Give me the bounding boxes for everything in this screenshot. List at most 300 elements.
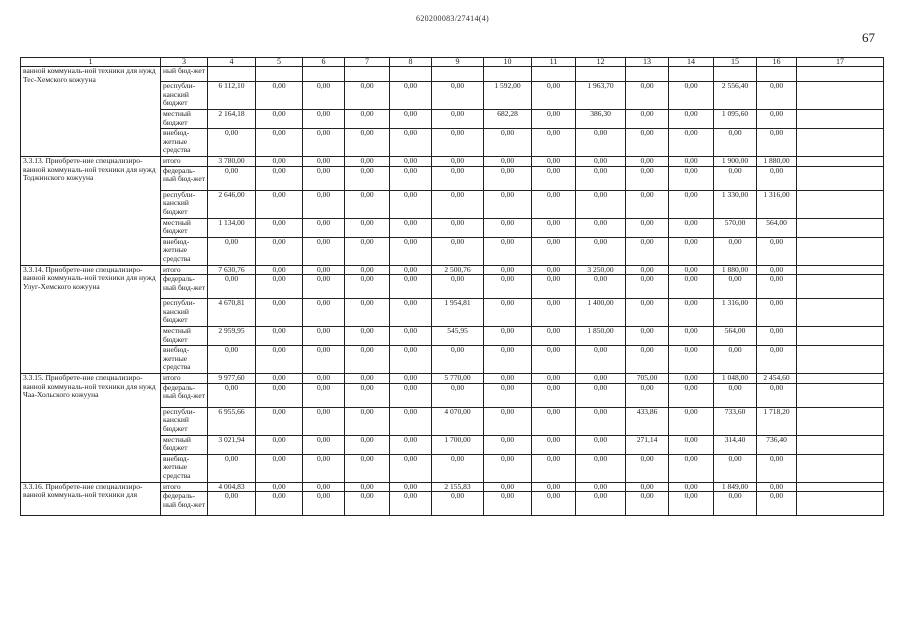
value-cell: 0,00 xyxy=(626,327,669,346)
value-cell: 0,00 xyxy=(345,407,390,435)
value-cell: 0,00 xyxy=(432,346,484,374)
value-cell: 0,00 xyxy=(256,383,303,407)
empty-cell xyxy=(797,157,884,167)
table-row xyxy=(21,67,884,82)
value-cell: 0,00 xyxy=(345,374,390,384)
value-cell: 0,00 xyxy=(303,492,345,516)
value-cell xyxy=(208,67,256,82)
value-cell: 0,00 xyxy=(432,237,484,265)
empty-cell xyxy=(797,299,884,327)
value-cell: 0,00 xyxy=(669,275,714,299)
value-cell: 0,00 xyxy=(532,129,576,157)
value-cell: 0,00 xyxy=(626,346,669,374)
value-cell: 0,00 xyxy=(576,237,626,265)
value-cell: 0,00 xyxy=(256,407,303,435)
value-cell: 0,00 xyxy=(390,407,432,435)
value-cell: 0,00 xyxy=(576,190,626,218)
funding-source: внебюд-жетные средства xyxy=(161,237,208,265)
table-row xyxy=(21,374,884,384)
value-cell: 0,00 xyxy=(345,454,390,482)
column-header: 9 xyxy=(432,58,484,67)
value-cell: 0,00 xyxy=(303,129,345,157)
value-cell: 0,00 xyxy=(345,190,390,218)
value-cell xyxy=(714,67,757,82)
column-header: 6 xyxy=(303,58,345,67)
value-cell: 1 849,00 xyxy=(714,482,757,492)
value-cell: 0,00 xyxy=(208,129,256,157)
value-cell: 0,00 xyxy=(669,383,714,407)
value-cell: 0,00 xyxy=(626,275,669,299)
value-cell: 0,00 xyxy=(669,327,714,346)
value-cell: 0,00 xyxy=(345,327,390,346)
value-cell: 0,00 xyxy=(256,346,303,374)
value-cell: 545,95 xyxy=(432,327,484,346)
value-cell: 0,00 xyxy=(208,166,256,190)
value-cell: 0,00 xyxy=(390,454,432,482)
column-header: 8 xyxy=(390,58,432,67)
value-cell: 0,00 xyxy=(532,327,576,346)
funding-source: местный бюджет xyxy=(161,435,208,454)
value-cell: 0,00 xyxy=(484,265,532,275)
value-cell: 0,00 xyxy=(303,299,345,327)
value-cell: 0,00 xyxy=(626,492,669,516)
value-cell: 0,00 xyxy=(532,275,576,299)
value-cell: 0,00 xyxy=(576,374,626,384)
value-cell: 0,00 xyxy=(256,299,303,327)
value-cell: 1 134,00 xyxy=(208,218,256,237)
value-cell: 0,00 xyxy=(484,327,532,346)
value-cell: 0,00 xyxy=(626,454,669,482)
funding-source: итого xyxy=(161,482,208,492)
value-cell xyxy=(390,67,432,82)
funding-source: внебюд-жетные средства xyxy=(161,454,208,482)
value-cell: 0,00 xyxy=(390,190,432,218)
value-cell: 0,00 xyxy=(345,82,390,110)
column-header: 1 xyxy=(21,58,161,67)
empty-cell xyxy=(797,383,884,407)
value-cell: 0,00 xyxy=(432,218,484,237)
value-cell: 0,00 xyxy=(532,374,576,384)
value-cell: 0,00 xyxy=(256,82,303,110)
table-row xyxy=(21,157,884,167)
value-cell: 0,00 xyxy=(432,454,484,482)
value-cell: 0,00 xyxy=(208,454,256,482)
value-cell: 0,00 xyxy=(390,374,432,384)
value-cell: 0,00 xyxy=(757,346,797,374)
empty-cell xyxy=(797,218,884,237)
value-cell xyxy=(484,67,532,82)
value-cell: 0,00 xyxy=(390,110,432,129)
value-cell: 0,00 xyxy=(432,190,484,218)
value-cell: 0,00 xyxy=(532,435,576,454)
value-cell: 0,00 xyxy=(345,299,390,327)
value-cell: 0,00 xyxy=(432,275,484,299)
table-row xyxy=(21,265,884,275)
value-cell: 0,00 xyxy=(256,374,303,384)
value-cell: 0,00 xyxy=(532,383,576,407)
value-cell: 0,00 xyxy=(345,383,390,407)
column-header: 7 xyxy=(345,58,390,67)
value-cell: 3 021,94 xyxy=(208,435,256,454)
value-cell: 0,00 xyxy=(484,190,532,218)
value-cell: 0,00 xyxy=(669,190,714,218)
column-header: 14 xyxy=(669,58,714,67)
value-cell: 314,40 xyxy=(714,435,757,454)
value-cell: 4 670,81 xyxy=(208,299,256,327)
value-cell: 2 500,76 xyxy=(432,265,484,275)
funding-source: местный бюджет xyxy=(161,110,208,129)
value-cell: 0,00 xyxy=(626,237,669,265)
value-cell: 0,00 xyxy=(626,129,669,157)
value-cell: 0,00 xyxy=(303,407,345,435)
column-header: 11 xyxy=(532,58,576,67)
value-cell: 0,00 xyxy=(432,110,484,129)
value-cell: 0,00 xyxy=(484,383,532,407)
value-cell: 1 718,20 xyxy=(757,407,797,435)
value-cell: 0,00 xyxy=(256,190,303,218)
value-cell: 0,00 xyxy=(626,482,669,492)
value-cell: 0,00 xyxy=(757,275,797,299)
value-cell: 0,00 xyxy=(669,482,714,492)
column-header: 13 xyxy=(626,58,669,67)
value-cell: 1 095,60 xyxy=(714,110,757,129)
column-header: 5 xyxy=(256,58,303,67)
value-cell: 0,00 xyxy=(484,218,532,237)
value-cell: 0,00 xyxy=(432,383,484,407)
value-cell: 0,00 xyxy=(484,166,532,190)
value-cell: 0,00 xyxy=(757,482,797,492)
value-cell: 0,00 xyxy=(345,492,390,516)
value-cell: 0,00 xyxy=(256,454,303,482)
value-cell: 0,00 xyxy=(256,157,303,167)
table-row xyxy=(21,482,884,492)
value-cell: 0,00 xyxy=(714,454,757,482)
value-cell: 0,00 xyxy=(390,82,432,110)
value-cell: 0,00 xyxy=(345,218,390,237)
value-cell: 0,00 xyxy=(345,157,390,167)
value-cell: 0,00 xyxy=(303,82,345,110)
value-cell xyxy=(432,67,484,82)
value-cell: 0,00 xyxy=(303,435,345,454)
section-name: 3.3.15. Приобрете-ние специализиро-ванной коммуналь-ной техники для нужд Чаа-Хольского кожууна xyxy=(21,374,161,483)
value-cell: 0,00 xyxy=(532,110,576,129)
value-cell: 1 954,81 xyxy=(432,299,484,327)
funding-source: итого xyxy=(161,374,208,384)
value-cell: 0,00 xyxy=(669,346,714,374)
value-cell: 0,00 xyxy=(669,218,714,237)
value-cell: 0,00 xyxy=(626,218,669,237)
value-cell: 0,00 xyxy=(626,110,669,129)
value-cell: 0,00 xyxy=(669,299,714,327)
value-cell: 564,00 xyxy=(757,218,797,237)
empty-cell xyxy=(797,129,884,157)
section-name: 3.3.16. Приобрете-ние специализиро-ванной коммуналь-ной техники для xyxy=(21,482,161,516)
funding-source: итого xyxy=(161,265,208,275)
value-cell: 0,00 xyxy=(484,237,532,265)
value-cell: 1 048,00 xyxy=(714,374,757,384)
value-cell: 0,00 xyxy=(714,492,757,516)
value-cell: 0,00 xyxy=(532,166,576,190)
value-cell: 433,86 xyxy=(626,407,669,435)
value-cell: 0,00 xyxy=(345,129,390,157)
empty-cell xyxy=(797,82,884,110)
value-cell: 0,00 xyxy=(626,82,669,110)
value-cell: 0,00 xyxy=(714,275,757,299)
value-cell: 0,00 xyxy=(669,129,714,157)
value-cell: 3 780,00 xyxy=(208,157,256,167)
value-cell xyxy=(576,67,626,82)
value-cell: 0,00 xyxy=(757,492,797,516)
value-cell: 0,00 xyxy=(390,346,432,374)
funding-source: республи-канский бюджет xyxy=(161,407,208,435)
value-cell: 0,00 xyxy=(532,407,576,435)
value-cell: 0,00 xyxy=(532,265,576,275)
value-cell: 2 454,60 xyxy=(757,374,797,384)
value-cell: 0,00 xyxy=(484,492,532,516)
value-cell: 0,00 xyxy=(256,435,303,454)
value-cell: 0,00 xyxy=(484,275,532,299)
value-cell: 0,00 xyxy=(669,265,714,275)
value-cell: 1 880,00 xyxy=(757,157,797,167)
value-cell: 705,00 xyxy=(626,374,669,384)
value-cell: 1 330,00 xyxy=(714,190,757,218)
value-cell: 0,00 xyxy=(303,237,345,265)
value-cell xyxy=(626,67,669,82)
value-cell: 1 592,00 xyxy=(484,82,532,110)
empty-cell xyxy=(797,237,884,265)
value-cell: 0,00 xyxy=(390,218,432,237)
value-cell: 0,00 xyxy=(532,482,576,492)
value-cell: 0,00 xyxy=(532,346,576,374)
value-cell: 0,00 xyxy=(576,275,626,299)
budget-table xyxy=(20,57,884,516)
value-cell: 0,00 xyxy=(256,218,303,237)
value-cell: 5 770,00 xyxy=(432,374,484,384)
value-cell: 0,00 xyxy=(532,454,576,482)
empty-cell xyxy=(797,166,884,190)
value-cell: 2 556,40 xyxy=(714,82,757,110)
empty-cell xyxy=(797,454,884,482)
value-cell: 7 630,76 xyxy=(208,265,256,275)
value-cell: 0,00 xyxy=(626,190,669,218)
column-header: 17 xyxy=(797,58,884,67)
value-cell: 0,00 xyxy=(390,157,432,167)
value-cell: 0,00 xyxy=(669,492,714,516)
empty-cell xyxy=(797,492,884,516)
value-cell: 0,00 xyxy=(256,492,303,516)
value-cell: 0,00 xyxy=(390,237,432,265)
column-header: 10 xyxy=(484,58,532,67)
value-cell: 0,00 xyxy=(757,383,797,407)
funding-source: республи-канский бюджет xyxy=(161,190,208,218)
column-header: 12 xyxy=(576,58,626,67)
value-cell: 736,40 xyxy=(757,435,797,454)
value-cell: 0,00 xyxy=(256,482,303,492)
value-cell: 1 880,00 xyxy=(714,265,757,275)
value-cell: 0,00 xyxy=(303,275,345,299)
empty-cell xyxy=(797,265,884,275)
value-cell: 0,00 xyxy=(345,435,390,454)
value-cell: 0,00 xyxy=(484,482,532,492)
value-cell: 0,00 xyxy=(390,327,432,346)
value-cell: 0,00 xyxy=(432,166,484,190)
value-cell: 0,00 xyxy=(345,346,390,374)
value-cell xyxy=(256,67,303,82)
section-name: ванной коммуналь-ной техники для нужд Тес-Хемского кожууна xyxy=(21,67,161,157)
value-cell: 0,00 xyxy=(303,218,345,237)
value-cell: 0,00 xyxy=(532,190,576,218)
value-cell: 0,00 xyxy=(432,129,484,157)
header-row xyxy=(21,58,884,67)
value-cell: 0,00 xyxy=(303,110,345,129)
value-cell: 0,00 xyxy=(303,265,345,275)
value-cell: 0,00 xyxy=(626,166,669,190)
value-cell: 0,00 xyxy=(714,346,757,374)
column-header: 4 xyxy=(208,58,256,67)
value-cell: 0,00 xyxy=(390,482,432,492)
funding-source: итого xyxy=(161,157,208,167)
value-cell: 0,00 xyxy=(626,383,669,407)
empty-cell xyxy=(797,482,884,492)
value-cell: 0,00 xyxy=(576,346,626,374)
column-header: 3 xyxy=(161,58,208,67)
value-cell: 0,00 xyxy=(390,166,432,190)
value-cell: 0,00 xyxy=(256,129,303,157)
value-cell: 0,00 xyxy=(303,166,345,190)
value-cell: 0,00 xyxy=(390,492,432,516)
value-cell: 0,00 xyxy=(345,110,390,129)
value-cell xyxy=(532,67,576,82)
value-cell: 733,60 xyxy=(714,407,757,435)
funding-source: внебюд-жетные средства xyxy=(161,346,208,374)
column-header: 16 xyxy=(757,58,797,67)
value-cell: 0,00 xyxy=(576,166,626,190)
value-cell: 0,00 xyxy=(757,327,797,346)
value-cell: 1 850,00 xyxy=(576,327,626,346)
value-cell: 1 963,70 xyxy=(576,82,626,110)
value-cell: 0,00 xyxy=(303,482,345,492)
value-cell: 0,00 xyxy=(576,407,626,435)
value-cell: 0,00 xyxy=(532,157,576,167)
value-cell: 3 250,00 xyxy=(576,265,626,275)
value-cell: 0,00 xyxy=(390,275,432,299)
value-cell: 0,00 xyxy=(345,482,390,492)
value-cell: 0,00 xyxy=(208,346,256,374)
value-cell: 0,00 xyxy=(345,265,390,275)
value-cell xyxy=(757,67,797,82)
value-cell: 0,00 xyxy=(303,383,345,407)
value-cell: 4 004,83 xyxy=(208,482,256,492)
empty-cell xyxy=(797,275,884,299)
empty-cell xyxy=(797,407,884,435)
value-cell: 0,00 xyxy=(345,237,390,265)
value-cell: 6 955,66 xyxy=(208,407,256,435)
value-cell: 0,00 xyxy=(256,327,303,346)
value-cell: 0,00 xyxy=(576,482,626,492)
page-number: 67 xyxy=(862,30,875,45)
value-cell: 0,00 xyxy=(256,110,303,129)
value-cell: 0,00 xyxy=(208,275,256,299)
value-cell: 0,00 xyxy=(345,275,390,299)
value-cell: 386,30 xyxy=(576,110,626,129)
funding-source: внебюд-жетные средства xyxy=(161,129,208,157)
value-cell: 1 900,00 xyxy=(714,157,757,167)
value-cell: 2 646,00 xyxy=(208,190,256,218)
value-cell: 0,00 xyxy=(484,454,532,482)
value-cell: 0,00 xyxy=(714,166,757,190)
value-cell: 0,00 xyxy=(669,110,714,129)
section-name: 3.3.14. Приобрете-ние специализиро-ванной коммуналь-ной техники для нужд Улуг-Хемского кожууна xyxy=(21,265,161,374)
funding-source: федераль-ный бюд-жет xyxy=(161,492,208,516)
value-cell: 0,00 xyxy=(669,157,714,167)
value-cell: 0,00 xyxy=(532,237,576,265)
value-cell: 0,00 xyxy=(576,435,626,454)
empty-cell xyxy=(797,67,884,82)
value-cell: 0,00 xyxy=(390,299,432,327)
value-cell: 4 070,00 xyxy=(432,407,484,435)
value-cell: 0,00 xyxy=(626,299,669,327)
value-cell: 0,00 xyxy=(484,299,532,327)
value-cell: 0,00 xyxy=(714,129,757,157)
value-cell: 0,00 xyxy=(757,265,797,275)
value-cell: 1 700,00 xyxy=(432,435,484,454)
value-cell: 0,00 xyxy=(714,383,757,407)
value-cell: 0,00 xyxy=(669,374,714,384)
value-cell xyxy=(345,67,390,82)
value-cell: 0,00 xyxy=(757,82,797,110)
value-cell: 0,00 xyxy=(208,492,256,516)
value-cell: 0,00 xyxy=(576,492,626,516)
value-cell: 0,00 xyxy=(576,129,626,157)
value-cell: 0,00 xyxy=(303,327,345,346)
value-cell: 0,00 xyxy=(303,374,345,384)
value-cell: 0,00 xyxy=(303,454,345,482)
value-cell: 564,00 xyxy=(714,327,757,346)
funding-source: республи-канский бюджет xyxy=(161,299,208,327)
value-cell: 0,00 xyxy=(484,374,532,384)
value-cell: 6 112,10 xyxy=(208,82,256,110)
value-cell: 1 316,00 xyxy=(714,299,757,327)
value-cell: 0,00 xyxy=(757,299,797,327)
funding-source: местный бюджет xyxy=(161,218,208,237)
column-header: 15 xyxy=(714,58,757,67)
empty-cell xyxy=(797,346,884,374)
value-cell: 0,00 xyxy=(256,237,303,265)
empty-cell xyxy=(797,327,884,346)
empty-cell xyxy=(797,374,884,384)
funding-source: федераль-ный бюд-жет xyxy=(161,166,208,190)
value-cell: 0,00 xyxy=(303,157,345,167)
empty-cell xyxy=(797,110,884,129)
value-cell: 0,00 xyxy=(669,407,714,435)
value-cell: 0,00 xyxy=(626,157,669,167)
value-cell: 0,00 xyxy=(669,166,714,190)
value-cell: 0,00 xyxy=(532,492,576,516)
value-cell: 0,00 xyxy=(669,82,714,110)
value-cell: 0,00 xyxy=(757,166,797,190)
value-cell: 0,00 xyxy=(714,237,757,265)
value-cell: 0,00 xyxy=(390,265,432,275)
value-cell: 0,00 xyxy=(532,299,576,327)
value-cell: 2 959,95 xyxy=(208,327,256,346)
value-cell: 0,00 xyxy=(576,218,626,237)
value-cell: 0,00 xyxy=(669,237,714,265)
value-cell: 570,00 xyxy=(714,218,757,237)
value-cell: 0,00 xyxy=(432,82,484,110)
value-cell: 0,00 xyxy=(576,383,626,407)
value-cell xyxy=(303,67,345,82)
value-cell: 0,00 xyxy=(757,237,797,265)
